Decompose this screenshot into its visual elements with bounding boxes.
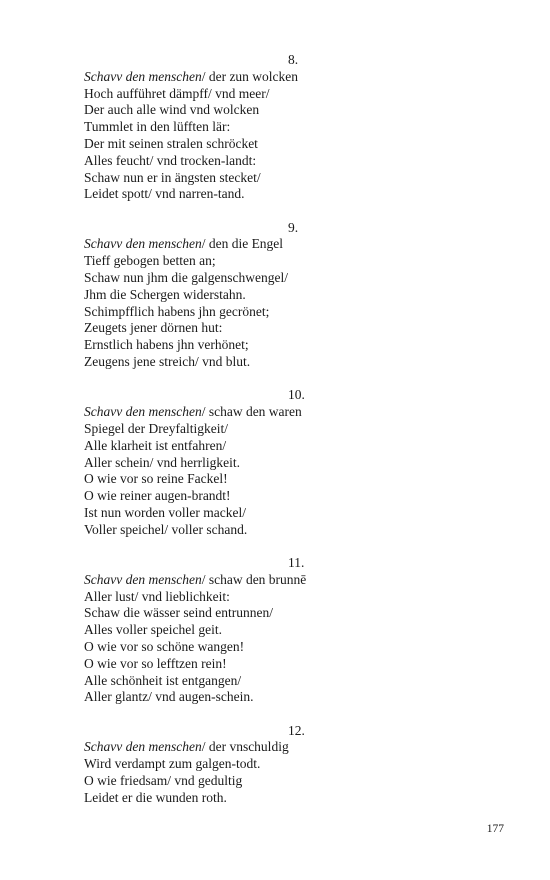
verse-line: Schaw nun er in ängsten stecket/ xyxy=(84,169,261,185)
stanza-first-line xyxy=(84,404,504,421)
poem-page xyxy=(84,52,504,807)
refrain-italic: Schavv den menschen xyxy=(84,571,202,587)
verse-line: Alle klarheit ist entfahren/ xyxy=(84,437,227,453)
verse-line: Zeugets jener dörnen hut: xyxy=(84,320,223,336)
verse-line: O wie vor so schöne wangen! xyxy=(84,639,245,654)
verse-line: Leidet spott/ vnd narren-tand. xyxy=(84,186,245,202)
first-line-rest: / schaw den brunnē xyxy=(201,571,307,587)
stanza-number: 11. xyxy=(288,555,305,571)
stanza-12 xyxy=(84,723,504,807)
stanza-first-line xyxy=(84,739,504,756)
refrain-italic: Schavv den menschen xyxy=(84,739,202,755)
verse-line: Wird verdampt zum galgen-todt. xyxy=(84,756,261,772)
stanza-11 xyxy=(84,555,504,706)
first-line-rest: / den die Engel xyxy=(201,236,284,252)
verse-line: Der auch alle wind vnd wolcken xyxy=(84,102,260,118)
stanza-first-line xyxy=(84,572,504,589)
verse-line: Alles feucht/ vnd trocken-landt: xyxy=(84,152,257,168)
first-line-rest: / der vnschuldig xyxy=(201,739,289,755)
stanza-9 xyxy=(84,220,504,371)
verse-line: Alles voller speichel geit. xyxy=(84,622,222,638)
verse-line: Alle schönheit ist entgangen/ xyxy=(84,672,242,688)
verse-line: Tieff gebogen betten an; xyxy=(84,253,216,269)
verse-line: Tummlet in den lüfften lär: xyxy=(84,119,231,135)
first-line-rest: / schaw den waren xyxy=(201,404,302,420)
refrain-italic: Schavv den menschen xyxy=(84,68,202,84)
stanza-number: 9. xyxy=(288,219,299,235)
verse-line: O wie vor so lefftzen rein! xyxy=(84,655,227,671)
stanza-first-line xyxy=(84,69,504,86)
verse-line: O wie vor so reine Fackel! xyxy=(84,471,228,487)
verse-line: Leidet er die wunden roth. xyxy=(84,789,227,805)
refrain-italic: Schavv den menschen xyxy=(84,404,202,420)
verse-line: Jhm die Schergen widerstahn. xyxy=(84,286,246,302)
verse-line: Aller glantz/ vnd augen-schein. xyxy=(84,689,254,705)
verse-line: Zeugens jene streich/ vnd blut. xyxy=(84,354,251,370)
verse-line: Schaw nun jhm die galgenschwengel/ xyxy=(84,270,288,286)
verse-line: Hoch aufführet dämpff/ vnd meer/ xyxy=(84,85,270,101)
verse-line: Aller lust/ vnd lieblichkeit: xyxy=(84,588,230,604)
page-number: 177 xyxy=(486,823,504,835)
stanza-first-line xyxy=(84,236,504,253)
verse-line: Aller schein/ vnd herrligkeit. xyxy=(84,454,240,470)
verse-line: Ist nun worden voller mackel/ xyxy=(84,504,246,520)
verse-line: Spiegel der Dreyfaltigkeit/ xyxy=(84,420,228,436)
refrain-italic: Schavv den menschen xyxy=(84,236,202,252)
verse-line: O wie reiner augen-brandt! xyxy=(84,488,231,504)
stanza-number: 12. xyxy=(288,722,305,738)
stanza-10 xyxy=(84,387,504,538)
stanza-number: 8. xyxy=(288,52,299,67)
verse-line: O wie friedsam/ vnd gedultig xyxy=(84,773,243,789)
verse-line: Schaw die wässer seind entrunnen/ xyxy=(84,605,273,621)
stanza-8 xyxy=(84,52,504,203)
verse-line: Schimpfflich habens jhn gecrönet; xyxy=(84,303,270,319)
first-line-rest: / der zun wolcken xyxy=(201,68,299,84)
verse-line: Der mit seinen stralen schröcket xyxy=(84,135,258,151)
verse-line: Ernstlich habens jhn verhönet; xyxy=(84,337,249,353)
verse-line: Voller speichel/ voller schand. xyxy=(84,521,248,537)
stanza-number: 10. xyxy=(288,387,305,403)
